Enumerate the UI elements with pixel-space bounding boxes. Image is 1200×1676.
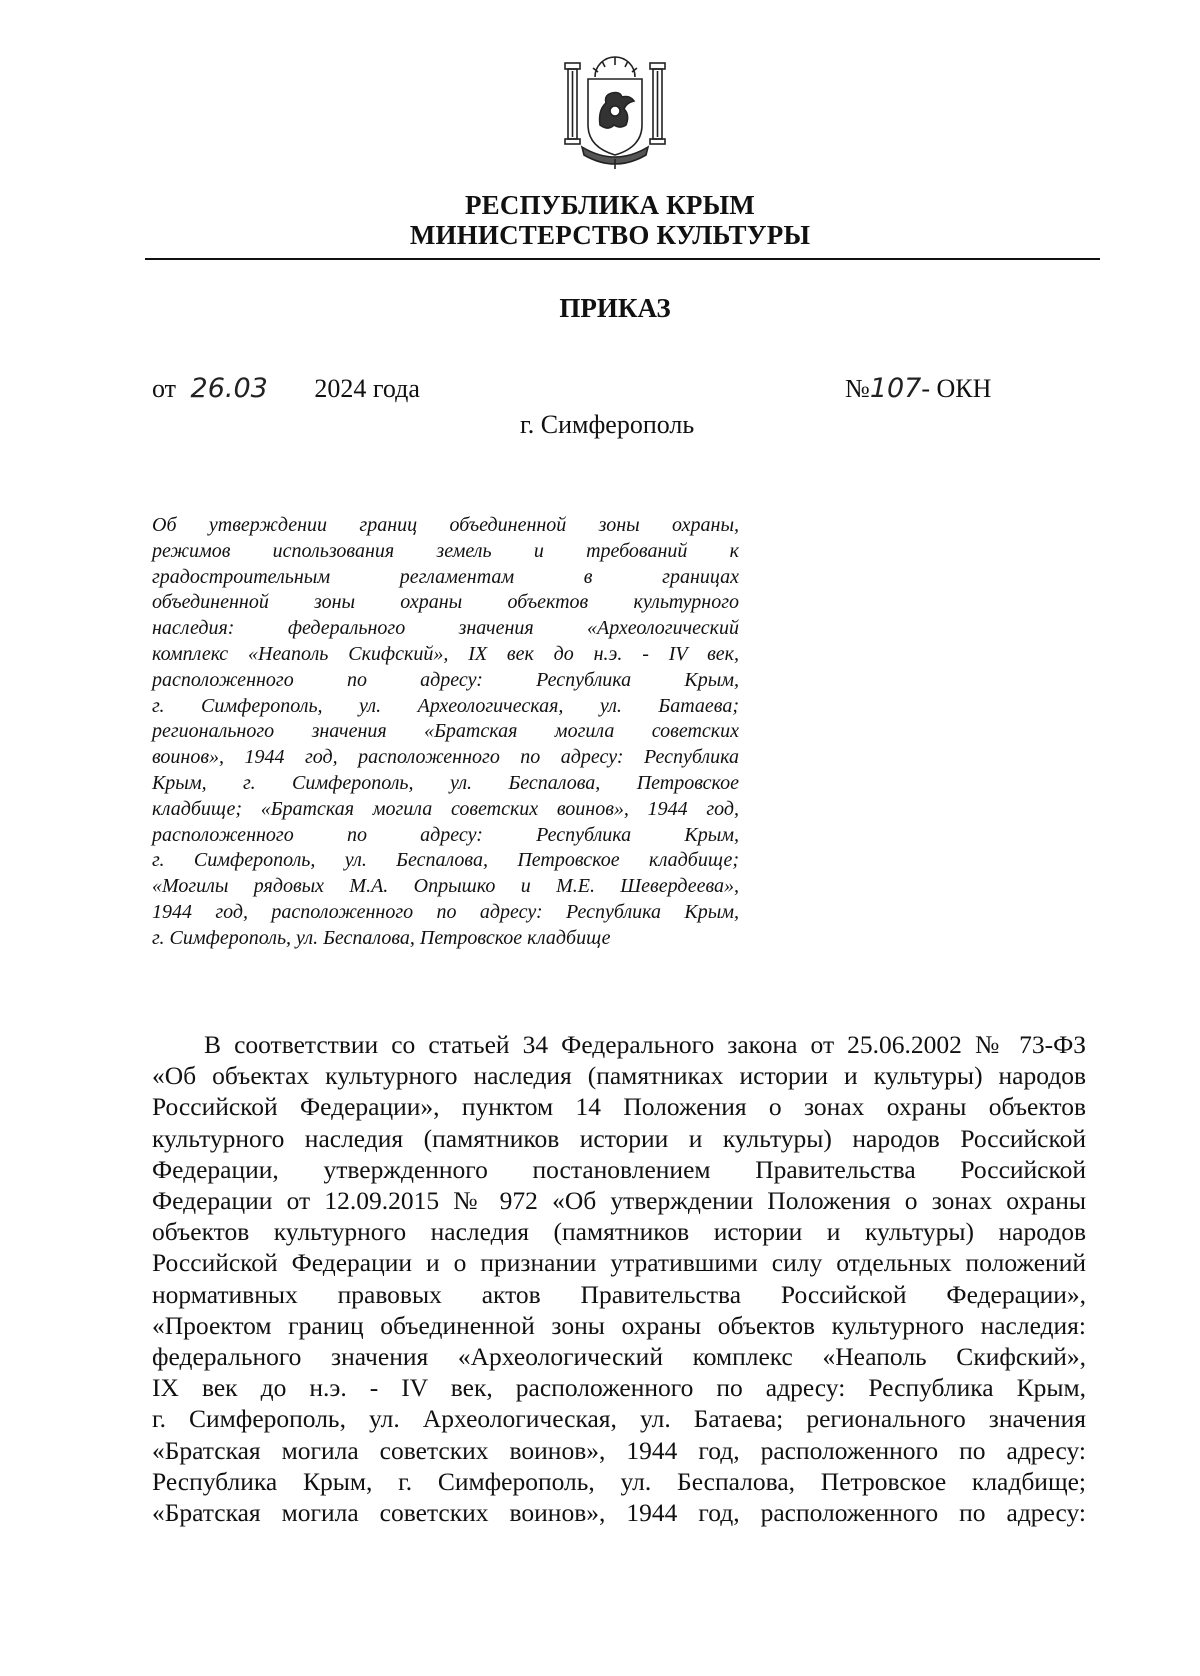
body-line: В соответствии со статьей 34 Федерального закона от 25.06.2002 № 73-ФЗ <box>204 1030 1086 1059</box>
subject-line: г. Симферополь, ул. Беспалова, Петровское кладбище <box>152 926 611 949</box>
subject-line: регионального значения «Братская могила советских <box>152 720 739 743</box>
subject-line: режимов использования земель и требований к <box>152 539 739 562</box>
subject-line: 1944 год, расположенного по адресу: Республика Крым, <box>152 900 739 923</box>
order-subject <box>152 513 739 952</box>
subject-line: воинов», 1944 год, расположенного по адресу: Республика <box>152 746 739 769</box>
date-line <box>152 373 420 404</box>
subject-line: кладбище; «Братская могила советских воинов», 1944 год, <box>152 797 739 820</box>
body-line: Российской Федерации», пунктом 14 Положения о зонах охраны объектов <box>152 1092 1086 1122</box>
subject-line: «Могилы рядовых М.А. Опрышко и М.Е. Шевердеева», <box>152 875 739 898</box>
crimea-coat-of-arms-icon <box>560 55 670 170</box>
order-title: ПРИКАЗ <box>559 293 671 323</box>
body-line: Республика Крым, г. Симферополь, ул. Беспалова, Петровское кладбище; <box>152 1466 1086 1496</box>
number-prefix: № <box>845 374 870 403</box>
city: г. Симферополь <box>520 410 695 439</box>
subject-line: Об утверждении границ объединенной зоны охраны, <box>152 514 739 536</box>
subject-line: градостроительным регламентам в границах <box>152 565 739 588</box>
body-line: IX век до н.э. - IV век, расположенного по адресу: Республика Крым, <box>152 1373 1086 1403</box>
order-number <box>845 373 991 404</box>
subject-line: расположенного по адресу: Республика Крым, <box>152 823 739 846</box>
body-line: Федерации, утвержденного постановлением Правительства Российской <box>152 1154 1086 1184</box>
subject-line: расположенного по адресу: Республика Крым, <box>152 668 739 691</box>
date-year: 2024 года <box>314 374 420 403</box>
handwritten-date: 26.03 <box>190 373 268 404</box>
body-line: «Братская могила советских воинов», 1944 год, расположенного по адресу: <box>152 1498 1086 1528</box>
body-line: нормативных правовых актов Правительства Российской Федерации», <box>152 1279 1086 1309</box>
subject-line: Крым, г. Симферополь, ул. Беспалова, Петровское <box>152 771 739 794</box>
header-line-republic: РЕСПУБЛИКА КРЫМ <box>464 190 755 220</box>
subject-line: комплекс «Неаполь Скифский», IX век до н.э. - IV век, <box>152 642 739 665</box>
subject-line: г. Симферополь, ул. Беспалова, Петровское кладбище; <box>152 849 739 872</box>
handwritten-number: 107 <box>869 373 922 404</box>
subject-line: г. Симферополь, ул. Археологическая, ул. Батаева; <box>152 694 739 717</box>
body-line: «Об объектах культурного наследия (памятниках истории и культуры) народов <box>152 1061 1086 1091</box>
body-line: объектов культурного наследия (памятников истории и культуры) народов <box>152 1217 1086 1247</box>
number-suffix: - ОКН <box>921 374 992 403</box>
body-line: федерального значения «Археологический комплекс «Неаполь Скифский», <box>152 1342 1086 1372</box>
subject-line: объединенной зоны охраны объектов культурного <box>152 591 739 614</box>
body-line: Федерации от 12.09.2015 № 972 «Об утверждении Положения о зонах охраны <box>152 1186 1086 1216</box>
subject-line: наследия: федерального значения «Археологический <box>152 617 739 640</box>
header-divider <box>145 258 1100 260</box>
order-body <box>152 1029 1086 1528</box>
body-line: культурного наследия (памятников истории и культуры) народов Российской <box>152 1123 1086 1153</box>
body-line: «Проектом границ объединенной зоны охраны объектов культурного наследия: <box>152 1310 1086 1340</box>
header-line-ministry: МИНИСТЕРСТВО КУЛЬТУРЫ <box>409 220 811 250</box>
body-line: «Братская могила советских воинов», 1944 год, расположенного по адресу: <box>152 1435 1086 1465</box>
body-line: Российской Федерации и о признании утратившими силу отдельных положений <box>152 1248 1086 1278</box>
body-line: г. Симферополь, ул. Археологическая, ул. Батаева; регионального значения <box>152 1404 1086 1434</box>
date-prefix: от <box>152 374 177 403</box>
